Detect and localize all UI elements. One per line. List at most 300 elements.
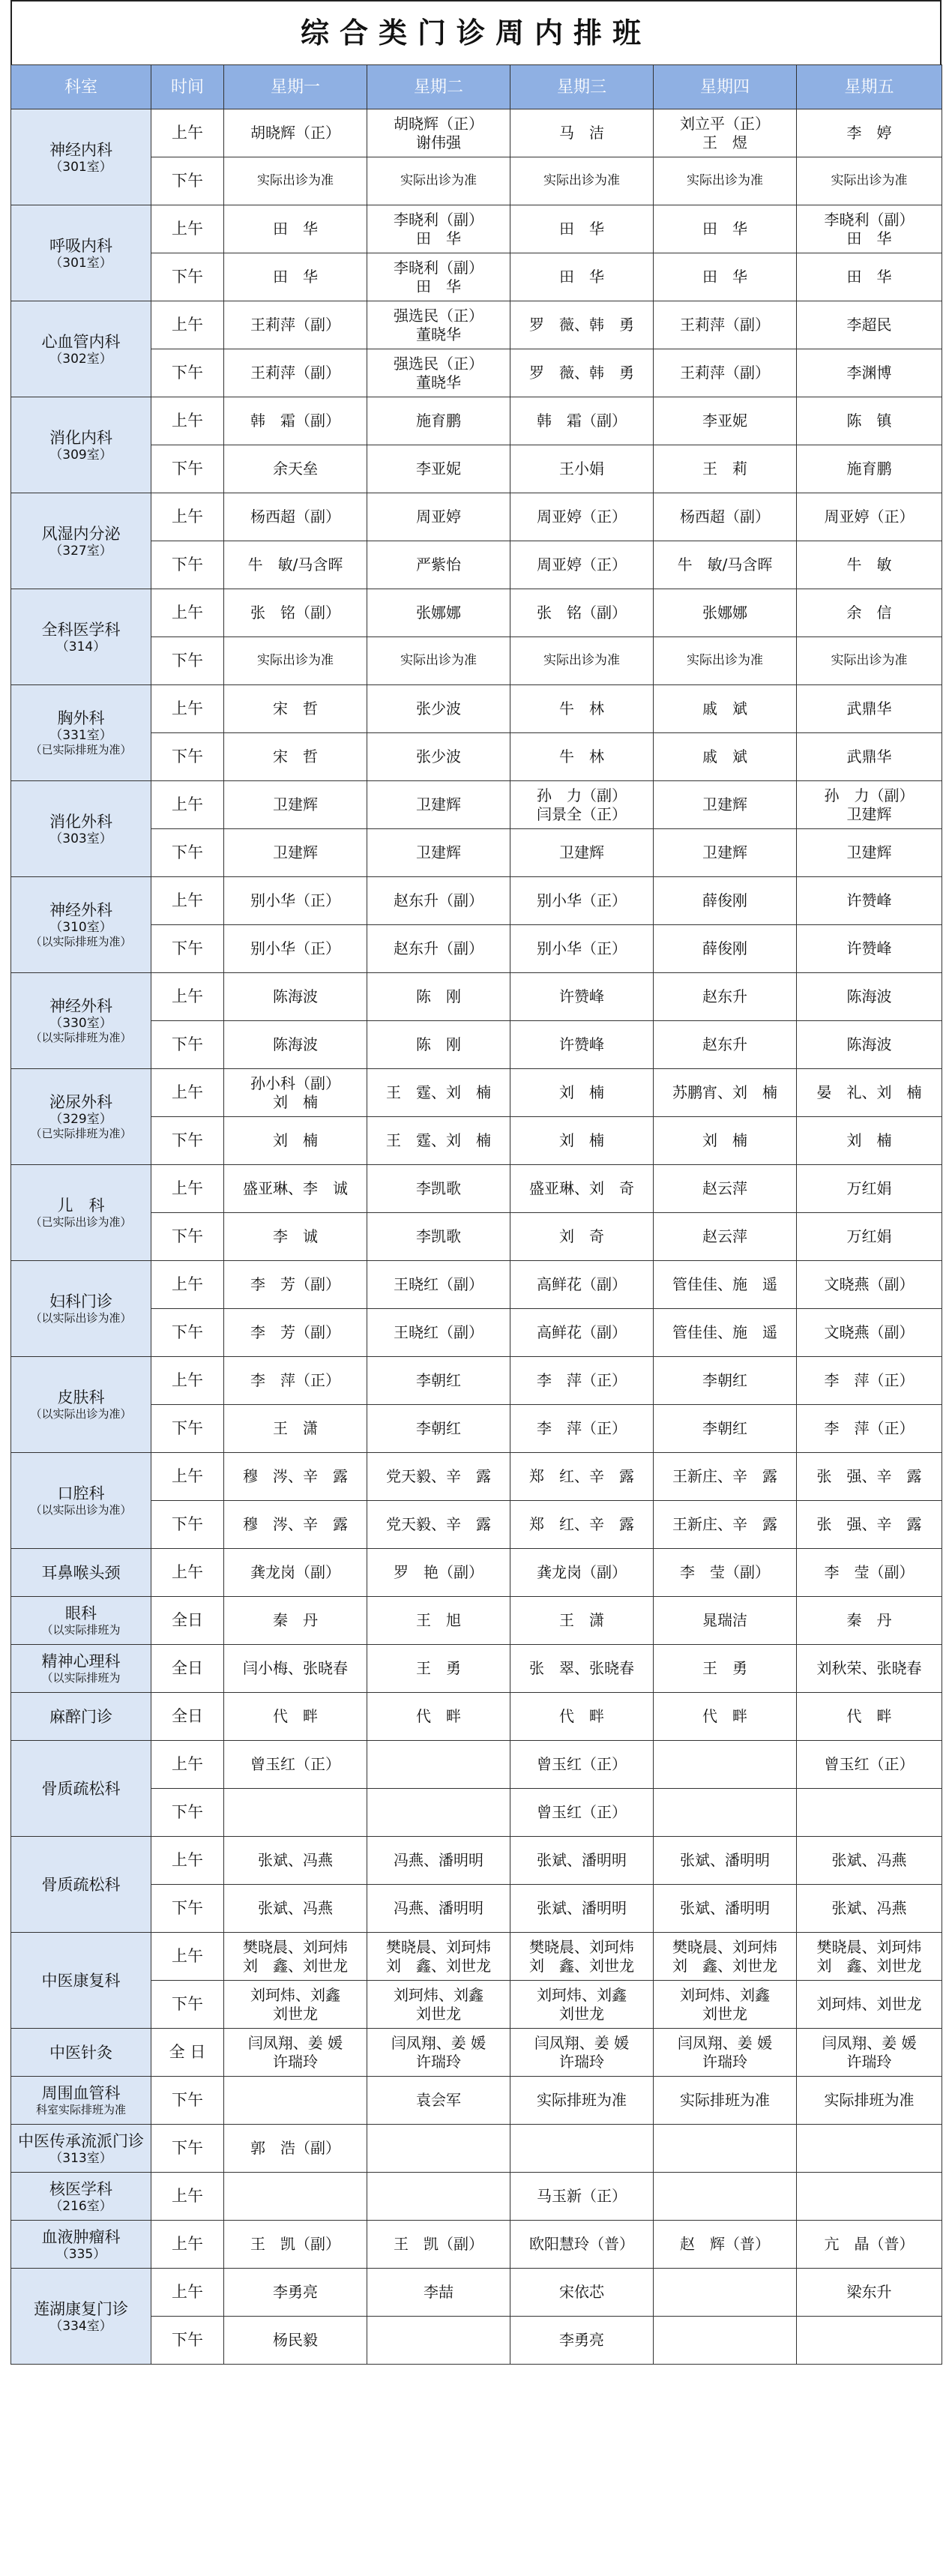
doctor-name: 张斌、潘明明 bbox=[680, 1851, 770, 1869]
department-note: （已实际排班为准） bbox=[30, 743, 132, 756]
doctor-name: 刘世龙 bbox=[273, 2004, 318, 2023]
schedule-row bbox=[11, 109, 942, 157]
doctor-name: 王新庄、辛 露 bbox=[672, 1515, 777, 1533]
doctor-name: 张斌、潘明明 bbox=[537, 1851, 627, 1869]
doctor-cell bbox=[224, 1741, 367, 1789]
doctor-cell bbox=[654, 1165, 797, 1213]
department-cell bbox=[11, 205, 151, 301]
doctor-name: 许瑞玲 bbox=[702, 2052, 747, 2071]
time-slot: 下午 bbox=[151, 1885, 224, 1933]
doctor-name: 田 华 bbox=[846, 229, 892, 247]
doctor-cell bbox=[367, 1789, 510, 1837]
doctor-cell bbox=[654, 2317, 797, 2365]
doctor-cell bbox=[510, 205, 654, 253]
department-cell bbox=[11, 2029, 151, 2077]
doctor-cell bbox=[797, 205, 942, 253]
doctor-cell bbox=[654, 1741, 797, 1789]
doctor-cell bbox=[654, 157, 797, 205]
doctor-name: 梁东升 bbox=[846, 2283, 892, 2301]
schedule-row bbox=[11, 397, 942, 445]
doctor-cell bbox=[797, 1501, 942, 1549]
schedule-row bbox=[11, 1645, 942, 1693]
doctor-name: 实际出诊为准 bbox=[400, 653, 477, 668]
doctor-name: 别小华（正） bbox=[250, 891, 340, 909]
doctor-cell bbox=[797, 445, 942, 493]
doctor-cell bbox=[367, 301, 510, 349]
doctor-cell bbox=[224, 157, 367, 205]
doctor-cell bbox=[224, 205, 367, 253]
doctor-cell bbox=[654, 1453, 797, 1501]
department-name: 心血管内科 bbox=[41, 332, 121, 351]
time-slot: 下午 bbox=[151, 1981, 224, 2029]
doctor-name: 闫凤翔、姜 媛 bbox=[391, 2033, 486, 2052]
doctor-cell bbox=[224, 1549, 367, 1597]
doctor-cell bbox=[367, 781, 510, 829]
doctor-cell bbox=[510, 829, 654, 877]
doctor-cell bbox=[654, 1357, 797, 1405]
doctor-name: 李亚妮 bbox=[702, 412, 747, 430]
doctor-cell bbox=[654, 1933, 797, 1981]
doctor-cell bbox=[797, 157, 942, 205]
doctor-cell bbox=[654, 1309, 797, 1357]
doctor-name: 李晓利（副） bbox=[394, 258, 483, 277]
doctor-cell bbox=[367, 2029, 510, 2077]
department-room: （309室） bbox=[49, 447, 112, 463]
doctor-cell bbox=[654, 1597, 797, 1645]
doctor-name: 实际出诊为准 bbox=[543, 173, 620, 188]
doctor-name: 王晓红（副） bbox=[394, 1323, 483, 1341]
doctor-cell bbox=[797, 1741, 942, 1789]
doctor-name: 李 芳（副） bbox=[250, 1275, 340, 1293]
doctor-name: 张少波 bbox=[416, 699, 461, 717]
doctor-cell bbox=[797, 2077, 942, 2125]
doctor-cell bbox=[654, 1837, 797, 1885]
doctor-cell bbox=[797, 1405, 942, 1453]
doctor-name: 李喆 bbox=[424, 2283, 454, 2301]
doctor-name: 武鼎华 bbox=[846, 699, 892, 717]
doctor-name: 闫凤翔、姜 媛 bbox=[247, 2033, 343, 2052]
time-slot: 上午 bbox=[151, 2269, 224, 2317]
doctor-cell bbox=[224, 1117, 367, 1165]
doctor-name: 罗 艳（副） bbox=[394, 1563, 483, 1581]
schedule-row bbox=[11, 301, 942, 349]
doctor-cell bbox=[654, 397, 797, 445]
doctor-name: 田 华 bbox=[416, 229, 461, 247]
doctor-name: 实际出诊为准 bbox=[687, 653, 763, 668]
doctor-name: 余 信 bbox=[846, 604, 892, 622]
doctor-name: 管佳佳、施 遥 bbox=[672, 1275, 777, 1293]
department-room: （216室） bbox=[49, 2198, 112, 2214]
doctor-cell bbox=[797, 2221, 942, 2269]
department-note: （以实际出诊为准） bbox=[30, 1503, 132, 1517]
department-cell bbox=[11, 397, 151, 493]
department-note: （以实际排班为准） bbox=[30, 1031, 132, 1044]
schedule-row bbox=[11, 1597, 942, 1645]
time-slot: 下午 bbox=[151, 1309, 224, 1357]
doctor-name: 戚 斌 bbox=[702, 699, 747, 717]
department-room: （301室） bbox=[49, 255, 112, 271]
doctor-cell bbox=[510, 1741, 654, 1789]
doctor-cell bbox=[797, 301, 942, 349]
department-name: 泌尿外科 bbox=[49, 1093, 112, 1111]
doctor-cell bbox=[654, 829, 797, 877]
doctor-cell bbox=[797, 1069, 942, 1117]
doctor-cell bbox=[510, 1453, 654, 1501]
doctor-name: 李 诚 bbox=[273, 1227, 318, 1245]
department-name: 神经外科 bbox=[49, 901, 112, 919]
doctor-cell bbox=[510, 397, 654, 445]
doctor-name: 戚 斌 bbox=[702, 747, 747, 765]
doctor-cell bbox=[654, 1789, 797, 1837]
department-note: （以实际出诊为准） bbox=[30, 1311, 132, 1325]
doctor-name: 杨西超（副） bbox=[250, 508, 340, 526]
department-name: 妇科门诊 bbox=[49, 1292, 112, 1310]
doctor-cell bbox=[797, 109, 942, 157]
doctor-name: 文晓燕（副） bbox=[824, 1323, 915, 1341]
doctor-cell bbox=[797, 973, 942, 1021]
schedule-row bbox=[11, 637, 942, 685]
doctor-name: 薛俊刚 bbox=[702, 891, 747, 909]
time-slot: 下午 bbox=[151, 925, 224, 973]
doctor-name: 王 凯（副） bbox=[250, 2235, 340, 2253]
doctor-cell bbox=[224, 2029, 367, 2077]
doctor-cell bbox=[367, 2125, 510, 2173]
doctor-name: 文晓燕（副） bbox=[824, 1275, 915, 1293]
time-slot: 上午 bbox=[151, 1933, 224, 1981]
doctor-name: 别小华（正） bbox=[537, 939, 627, 957]
doctor-cell bbox=[367, 109, 510, 157]
doctor-name: 王新庄、辛 露 bbox=[672, 1467, 777, 1485]
doctor-name: 许瑞玲 bbox=[273, 2052, 318, 2071]
time-slot: 下午 bbox=[151, 541, 224, 589]
doctor-name: 田 华 bbox=[559, 220, 604, 238]
doctor-cell bbox=[510, 589, 654, 637]
doctor-cell bbox=[654, 1501, 797, 1549]
doctor-cell bbox=[367, 1165, 510, 1213]
doctor-name: 马 洁 bbox=[559, 124, 604, 142]
time-slot: 全日 bbox=[151, 1645, 224, 1693]
doctor-name: 罗 薇、韩 勇 bbox=[529, 316, 634, 334]
doctor-cell bbox=[510, 157, 654, 205]
time-slot: 上午 bbox=[151, 301, 224, 349]
doctor-cell bbox=[510, 1069, 654, 1117]
schedule-row bbox=[11, 1981, 942, 2029]
doctor-cell bbox=[654, 685, 797, 733]
doctor-name: 曾玉红（正） bbox=[824, 1755, 915, 1773]
doctor-name: 郭 浩（副） bbox=[250, 2139, 340, 2157]
doctor-cell bbox=[654, 301, 797, 349]
doctor-cell bbox=[797, 493, 942, 541]
doctor-cell bbox=[510, 1357, 654, 1405]
doctor-name: 陈海波 bbox=[273, 987, 318, 1005]
doctor-cell bbox=[224, 1069, 367, 1117]
doctor-name: 欧阳慧玲（普） bbox=[529, 2235, 634, 2253]
doctor-cell bbox=[510, 781, 654, 829]
doctor-cell bbox=[797, 1597, 942, 1645]
doctor-name: 龚龙岗（副） bbox=[537, 1563, 627, 1581]
doctor-name: 闫凤翔、姜 媛 bbox=[677, 2033, 773, 2052]
doctor-cell bbox=[367, 1453, 510, 1501]
doctor-cell bbox=[224, 1021, 367, 1069]
doctor-cell bbox=[367, 1261, 510, 1309]
time-slot: 上午 bbox=[151, 1261, 224, 1309]
doctor-cell bbox=[797, 1645, 942, 1693]
doctor-cell bbox=[797, 1885, 942, 1933]
doctor-cell bbox=[797, 685, 942, 733]
doctor-cell bbox=[654, 445, 797, 493]
doctor-cell bbox=[797, 589, 942, 637]
doctor-name: 李 萍（正） bbox=[537, 1371, 627, 1389]
time-slot: 下午 bbox=[151, 157, 224, 205]
doctor-name: 盛亚琳、李 诚 bbox=[243, 1179, 348, 1197]
department-cell bbox=[11, 1597, 151, 1645]
doctor-cell bbox=[367, 1981, 510, 2029]
doctor-cell bbox=[367, 1933, 510, 1981]
time-slot: 全 日 bbox=[151, 2029, 224, 2077]
department-name: 中医针灸 bbox=[49, 2043, 112, 2062]
doctor-cell bbox=[367, 2077, 510, 2125]
department-name: 风湿内分泌 bbox=[41, 524, 121, 543]
doctor-name: 韩 霜（副） bbox=[537, 412, 627, 430]
doctor-cell bbox=[797, 541, 942, 589]
doctor-name: 别小华（正） bbox=[537, 891, 627, 909]
doctor-cell bbox=[510, 1549, 654, 1597]
time-slot: 上午 bbox=[151, 397, 224, 445]
doctor-name: 孙 力（副） bbox=[824, 786, 915, 804]
department-cell bbox=[11, 1261, 151, 1357]
doctor-name: 王莉萍（副） bbox=[250, 364, 340, 382]
doctor-name: 刘珂炜、刘鑫 bbox=[680, 1985, 770, 2004]
doctor-name: 张斌、潘明明 bbox=[680, 1899, 770, 1917]
time-slot: 下午 bbox=[151, 1021, 224, 1069]
doctor-cell bbox=[510, 733, 654, 781]
department-name: 血液肿瘤科 bbox=[41, 2227, 121, 2246]
doctor-name: 卫建辉 bbox=[559, 843, 604, 861]
department-name: 消化内科 bbox=[49, 428, 112, 447]
doctor-name: 宋 哲 bbox=[273, 699, 318, 717]
doctor-cell bbox=[654, 1117, 797, 1165]
doctor-cell bbox=[367, 1213, 510, 1261]
department-name: 呼吸内科 bbox=[49, 236, 112, 255]
doctor-name: 施育鹏 bbox=[416, 412, 461, 430]
doctor-cell bbox=[224, 685, 367, 733]
doctor-cell bbox=[510, 1645, 654, 1693]
doctor-name: 实际排班为准 bbox=[537, 2091, 627, 2109]
doctor-name: 周亚婷（正） bbox=[537, 508, 627, 526]
department-cell bbox=[11, 1453, 151, 1549]
doctor-name: 李 芳（副） bbox=[250, 1323, 340, 1341]
doctor-cell bbox=[367, 349, 510, 397]
doctor-name: 王 勇 bbox=[416, 1659, 461, 1677]
doctor-cell bbox=[510, 349, 654, 397]
doctor-name: 刘 楠 bbox=[273, 1092, 318, 1111]
header-thursday: 星期四 bbox=[654, 65, 797, 109]
doctor-cell bbox=[224, 1933, 367, 1981]
department-cell bbox=[11, 2269, 151, 2365]
department-room: （330室） bbox=[49, 1016, 112, 1031]
time-slot: 下午 bbox=[151, 1501, 224, 1549]
doctor-name: 余天垒 bbox=[273, 460, 318, 478]
doctor-cell bbox=[654, 2125, 797, 2173]
doctor-cell bbox=[224, 2269, 367, 2317]
header-department: 科室 bbox=[11, 65, 151, 109]
department-cell bbox=[11, 1837, 151, 1933]
schedule-row bbox=[11, 2317, 942, 2365]
doctor-cell bbox=[367, 973, 510, 1021]
department-cell bbox=[11, 781, 151, 877]
doctor-name: 刘 鑫、刘世龙 bbox=[386, 1956, 491, 1975]
doctor-name: 李朝红 bbox=[416, 1419, 461, 1437]
time-slot: 上午 bbox=[151, 205, 224, 253]
doctor-cell bbox=[654, 253, 797, 301]
time-slot: 上午 bbox=[151, 2173, 224, 2221]
doctor-cell bbox=[797, 1213, 942, 1261]
schedule-row bbox=[11, 1405, 942, 1453]
doctor-cell bbox=[797, 2125, 942, 2173]
doctor-name: 实际出诊为准 bbox=[831, 653, 908, 668]
schedule-row bbox=[11, 1309, 942, 1357]
doctor-name: 赵东升 bbox=[702, 987, 747, 1005]
time-slot: 下午 bbox=[151, 1789, 224, 1837]
doctor-cell bbox=[510, 445, 654, 493]
doctor-name: 代 畔 bbox=[702, 1707, 747, 1725]
doctor-name: 樊晓晨、刘珂炜 bbox=[816, 1937, 922, 1956]
doctor-name: 冯燕、潘明明 bbox=[394, 1899, 483, 1917]
doctor-cell bbox=[654, 2269, 797, 2317]
doctor-name: 刘珂炜、刘鑫 bbox=[394, 1985, 483, 2004]
doctor-name: 李渊博 bbox=[846, 364, 892, 382]
doctor-cell bbox=[224, 1885, 367, 1933]
doctor-cell bbox=[224, 2077, 367, 2125]
doctor-cell bbox=[654, 1405, 797, 1453]
doctor-name: 万红娟 bbox=[846, 1179, 892, 1197]
doctor-cell bbox=[654, 1213, 797, 1261]
department-room: （327室） bbox=[49, 543, 112, 559]
doctor-name: 冯燕、潘明明 bbox=[394, 1851, 483, 1869]
schedule-row bbox=[11, 541, 942, 589]
doctor-cell bbox=[654, 2221, 797, 2269]
doctor-cell bbox=[510, 1837, 654, 1885]
doctor-cell bbox=[797, 397, 942, 445]
schedule-row bbox=[11, 1213, 942, 1261]
schedule-row bbox=[11, 253, 942, 301]
doctor-name: 穆 涔、辛 露 bbox=[243, 1467, 348, 1485]
department-name: 中医康复科 bbox=[41, 1971, 121, 1990]
schedule-row bbox=[11, 2125, 942, 2173]
doctor-name: 郑 红、辛 露 bbox=[529, 1515, 634, 1533]
doctor-name: 亢 晶（普） bbox=[824, 2235, 915, 2253]
time-slot: 全日 bbox=[151, 1597, 224, 1645]
doctor-name: 许赞峰 bbox=[846, 939, 892, 957]
doctor-cell bbox=[224, 1789, 367, 1837]
doctor-name: 胡晓辉（正） bbox=[394, 114, 483, 133]
doctor-name: 赵 辉（普） bbox=[680, 2235, 770, 2253]
doctor-name: 周亚婷 bbox=[416, 508, 461, 526]
doctor-name: 刘世龙 bbox=[702, 2004, 747, 2023]
doctor-name: 李晓利（副） bbox=[824, 210, 915, 229]
doctor-name: 李 萍（正） bbox=[824, 1419, 915, 1437]
doctor-name: 张斌、冯燕 bbox=[831, 1851, 907, 1869]
doctor-name: 孙小科（副） bbox=[250, 1074, 340, 1092]
doctor-name: 周亚婷（正） bbox=[824, 508, 915, 526]
doctor-cell bbox=[654, 205, 797, 253]
doctor-name: 董晓华 bbox=[416, 373, 461, 391]
time-slot: 上午 bbox=[151, 1165, 224, 1213]
doctor-name: 许瑞玲 bbox=[416, 2052, 461, 2071]
time-slot: 上午 bbox=[151, 589, 224, 637]
doctor-cell bbox=[510, 973, 654, 1021]
doctor-cell bbox=[367, 1693, 510, 1741]
doctor-name: 穆 涔、辛 露 bbox=[243, 1515, 348, 1533]
doctor-cell bbox=[510, 2221, 654, 2269]
doctor-cell bbox=[510, 1309, 654, 1357]
doctor-cell bbox=[224, 2221, 367, 2269]
doctor-cell bbox=[654, 877, 797, 925]
department-note: （以实际排班为 bbox=[41, 1671, 121, 1685]
doctor-cell bbox=[367, 445, 510, 493]
doctor-cell bbox=[367, 541, 510, 589]
doctor-name: 王晓红（副） bbox=[394, 1275, 483, 1293]
doctor-name: 代 畔 bbox=[416, 1707, 461, 1725]
doctor-name: 孙 力（副） bbox=[537, 786, 627, 804]
doctor-name: 王 煜 bbox=[702, 133, 747, 151]
doctor-cell bbox=[224, 925, 367, 973]
doctor-name: 胡晓辉（正） bbox=[250, 124, 340, 142]
doctor-cell bbox=[797, 781, 942, 829]
department-room: （334室） bbox=[49, 2318, 112, 2334]
doctor-cell bbox=[510, 1981, 654, 2029]
time-slot: 下午 bbox=[151, 829, 224, 877]
doctor-cell bbox=[510, 109, 654, 157]
time-slot: 下午 bbox=[151, 445, 224, 493]
doctor-name: 田 华 bbox=[846, 268, 892, 286]
schedule-row bbox=[11, 2269, 942, 2317]
doctor-cell bbox=[797, 1453, 942, 1501]
doctor-cell bbox=[510, 637, 654, 685]
doctor-name: 宋 哲 bbox=[273, 747, 318, 765]
doctor-cell bbox=[224, 445, 367, 493]
doctor-cell bbox=[367, 1597, 510, 1645]
schedule-row bbox=[11, 1357, 942, 1405]
doctor-name: 许赞峰 bbox=[559, 1035, 604, 1053]
doctor-cell bbox=[797, 1981, 942, 2029]
header-friday: 星期五 bbox=[797, 65, 942, 109]
department-cell bbox=[11, 685, 151, 781]
doctor-cell bbox=[224, 1837, 367, 1885]
doctor-cell bbox=[224, 1501, 367, 1549]
doctor-name: 王 潇 bbox=[273, 1419, 318, 1437]
schedule-row bbox=[11, 781, 942, 829]
department-note: 科室实际排班为准 bbox=[35, 2103, 126, 2116]
time-slot: 下午 bbox=[151, 349, 224, 397]
doctor-name: 许瑞玲 bbox=[559, 2052, 604, 2071]
doctor-name: 樊晓晨、刘珂炜 bbox=[386, 1937, 491, 1956]
doctor-name: 赵东升（副） bbox=[394, 939, 483, 957]
page-title: 综合类门诊周内排班 bbox=[10, 0, 942, 64]
department-name: 皮肤科 bbox=[57, 1388, 105, 1406]
department-room: （331室） bbox=[49, 728, 112, 743]
doctor-name: 李 萍（正） bbox=[250, 1371, 340, 1389]
department-cell bbox=[11, 973, 151, 1069]
department-note: （以实际排班为 bbox=[41, 1623, 121, 1637]
doctor-name: 严紫怡 bbox=[416, 556, 461, 574]
doctor-name: 李 萍（正） bbox=[537, 1419, 627, 1437]
time-slot: 上午 bbox=[151, 493, 224, 541]
doctor-cell bbox=[224, 1693, 367, 1741]
doctor-cell bbox=[367, 205, 510, 253]
doctor-name: 张 铭（副） bbox=[537, 604, 627, 622]
doctor-name: 晁瑞洁 bbox=[702, 1611, 747, 1629]
